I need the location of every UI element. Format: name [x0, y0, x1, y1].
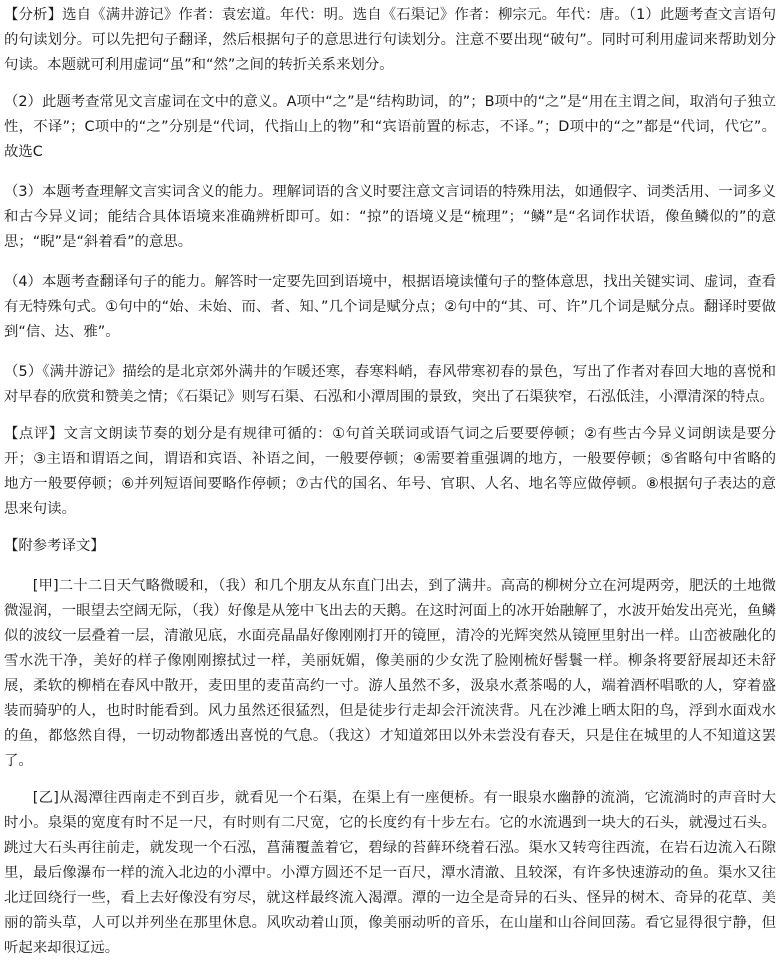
analysis-question-2: （2）此题考查常见文言虚词在文中的意义。A项中“之”是“结构助词，的”；B项中的“之”是“用在主谓之间，取消句子独立性，不译”；C项中的“之”分别是“代词，代指山上的物”和“宾语前置的标志，不译。”；D项中的“之”都是“代词，代它”。故选C: [4, 94, 776, 160]
translation-yi: [乙]从渴潭往西南走不到百步，就看见一个石渠，在渠上有一座便桥。有一眼泉水幽静的流淌，它流淌时的声音时大时小。泉渠的宽度有时不足一尺，有时则有二尺宽，它的长度约有十步左右。它的水流遇到一块大的石头，就漫过石头。跳过大石头再往前走，就发现一个石泓，菖蒲覆盖着它，碧绿的苔藓环绕着石泓。渠水又转弯往西流，在岩石边流入石隙里，最后像瀑布一样的流入北边的小潭中。小潭方圆还不足一百尺，潭水清澈、且较深，有许多快速游动的鱼。渠水又往北迂回绕行一些，看上去好像没有穷尽，就这样最终流入渴潭。潭的一边全是奇异的石头、怪异的树木、奇异的花草、美丽的箭头草，人可以并列坐在那里休息。风吹动着山顶，像美丽动听的音乐，在山崖和山谷间回荡。看它显得很宁静，但听起来却很辽远。: [4, 790, 776, 956]
analysis-question-4: （4）本题考查翻译句子的能力。解答时一定要先回到语境中，根据语境读懂句子的整体意思，找出关键实词、虚词，查看有无特殊句式。①句中的“始、未始、而、者、知、”几个词是赋分点；②句中的“其、可、许”几个词是赋分点。翻译时要做到“信、达、雅”。: [4, 274, 776, 340]
comment-paragraph: 【点评】文言文朗读节奏的划分是有规律可循的：①句首关联词或语气词之后要要停顿；②有些古今异义词朗读是要分开；③主语和谓语之间，谓语和宾语、补语之间，一般要停顿；④需要着重强调的地方，一般要停顿；⑤省略句中省略的地方一般要停顿；⑥并列短语间要略作停顿；⑦古代的国名、年号、官职、人名、地名等应做停顿。⑧根据句子表达的意思来句读。: [4, 426, 776, 517]
analysis-intro: 【分析】选自《满井游记》作者：袁宏道。年代：明。选自《石渠记》作者：柳宗元。年代：唐。（1）此题考查文言语句的句读划分。可以先把句子翻译，然后根据句子的意思进行句读划分。注意不要出现“破句”。同时可利用虚词来帮助划分句读。本题就可利用虚词“虽”和“然”之间的转折关系来划分。: [4, 7, 776, 73]
analysis-question-3: （3）本题考查理解文言实词含义的能力。理解词语的含义时要注意文言词语的特殊用法，如通假字、词类活用、一词多义和古今异义词；能结合具体语境来准确辨析即可。如：“掠”的语境义是“梳理”；“鳞”是“名词作状语，像鱼鳞似的”的意思；“睨”是“斜着看”的意思。: [4, 184, 776, 250]
translation-heading: 【附参考译文】: [4, 538, 105, 554]
translation-jia: [甲]二十二日天气略微暖和，（我）和几个朋友从东直门出去，到了满井。高高的柳树分立在河堤两旁，肥沃的土地微微湿润，一眼望去空阔无际，（我）好像是从笼中飞出去的天鹅。在这时河面上的冰开始融解了，水波开始发出亮光，鱼鳞似的波纹一层叠着一层，清澈见底，水面亮晶晶好像刚刚打开的镜匣，清冷的光辉突然从镜匣里射出一样。山峦被融化的雪水洗干净，美好的样子像刚刚擦拭过一样，美丽妩媚，像美丽的少女洗了脸刚梳好髻鬟一样。柳条将要舒展却还未舒展，柔软的柳梢在春风中散开，麦田里的麦苗高约一寸。游人虽然不多，汲泉水煮茶喝的人，端着酒杯唱歌的人，穿着盛装而骑驴的人，也时时能看到。风力虽然还很猛烈，但是徒步行走却会汗流浃背。凡在沙滩上晒太阳的鸟，浮到水面戏水的鱼，都悠然自得，一切动物都透出喜悦的气息。（我这）才知道郊田以外未尝没有春天，只是住在城里的人不知道这罢了。: [4, 578, 776, 769]
analysis-question-5: （5）《满井游记》描绘的是北京郊外满井的乍暖还寒，春寒料峭，春风带寒初春的景色，写出了作者对春回大地的喜悦和对早春的欣赏和赞美之情；《石渠记》则写石渠、石泓和小潭周围的景致，突出了石渠狭窄，石泓低洼，小潭清深的特点。: [4, 364, 776, 405]
